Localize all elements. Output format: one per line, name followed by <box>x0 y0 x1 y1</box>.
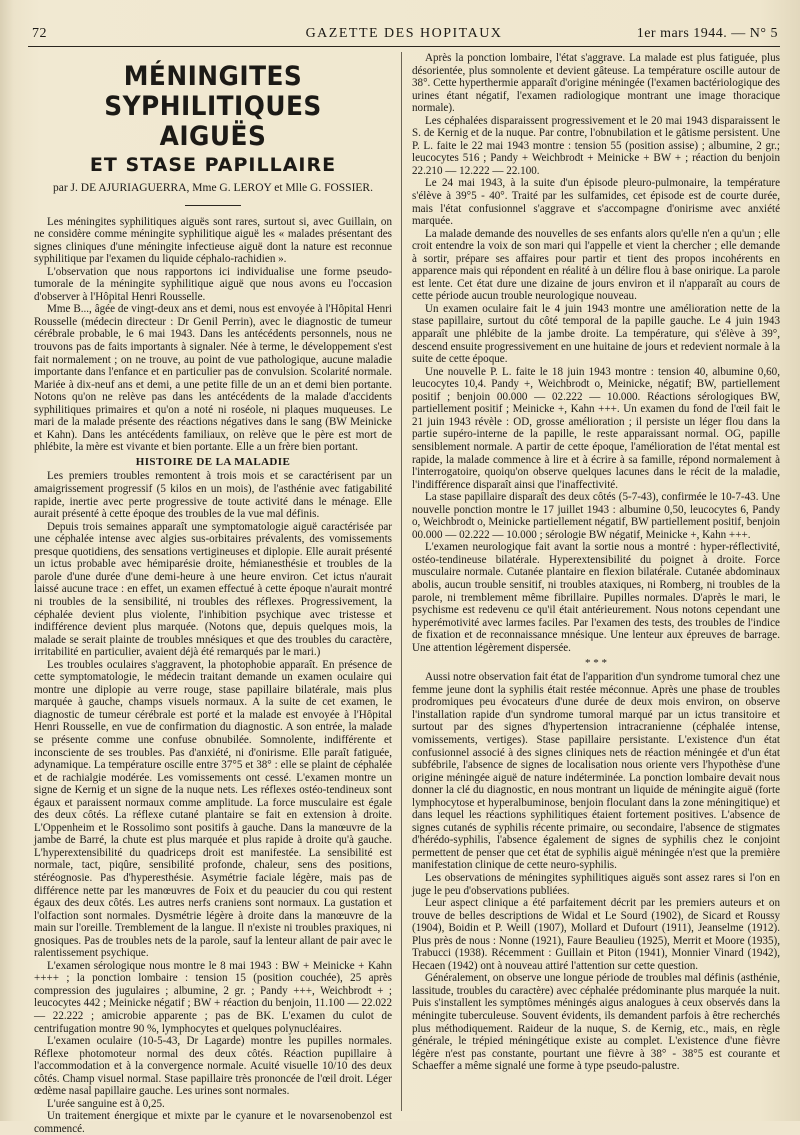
paragraph: L'observation que nous rapportons ici individualise une forme pseudo-tumorale de la méningite syphilitique aiguë que nous avons eu l'occasion d'observer à l'Hôpital Henri Rousselle. <box>34 265 392 303</box>
issue-date: 1er mars 1944. — N° 5 <box>636 26 778 41</box>
paragraph: Le 24 mai 1943, à la suite d'un épisode pleuro-pulmonaire, la température s'élève à 39°5 - 40°. Traité par les sulfamides, cet épisode est de courte durée, mais l'état confusionnel s'aggrave et s'accompagne d'onirisme avec anxiété marquée. <box>412 177 780 228</box>
article-authors: par J. DE AJURIAGUERRA, Mme G. LEROY et Mlle G. FOSSIER. <box>53 182 373 194</box>
paragraph: Mme B..., âgée de vingt-deux ans et demi, nous est envoyée à l'Hôpital Henri Rousselle (médecin directeur : Dr Genil Perrin), avec le diagnostic de tumeur cérébrale probable, le 6 mai 1943. Dans les antécédents personnels, nous ne trouvons pas de faits importants à signaler. Née à terme, le développement s'est fait normalement ; on ne trouve, au point de vue pathologique, aucune maladie importante dans l'enfance et en particulier pas de convulsion. Scolarité normale. Mariée à dix-neuf ans et demi, a une petite fille de un an et demi bien portante. Notons qu'on ne relève pas dans les antécédents de la malade d'accidents syphilitiques primaires et qu'on a noté ni roséole, ni plaques muqueuses. Le mari de la malade présente des réactions négatives dans le sang (BW Meinicke et Kahn). Dans les antécédents familiaux, on relève que le père est mort de phlébite, la mère est vivante et bien portante. Elle a un frère bien portant. <box>34 303 392 454</box>
article-subtitle: ET STASE PAPILLAIRE <box>89 154 337 176</box>
section-separator: * * * <box>585 657 607 670</box>
header-rule <box>28 46 780 47</box>
title-rule <box>185 205 241 206</box>
paragraph: L'urée sanguine est à 0,25. <box>47 1097 165 1110</box>
paragraph: La stase papillaire disparaît des deux côtés (5-7-43), confirmée le 10-7-43. Une nouvelle ponction montre le 17 juillet 1943 : albumine 0,50, leucocytes 6, Pandy o, Weichbrodt o, Meinicke partiellement négatif, BW partiellement positif, benjoin 00.000 — 02.222 — 10.000 ; sérologie BW négatif, Meinicke +, Kahn +++. <box>412 491 780 541</box>
paragraph: Aussi notre observation fait état de l'apparition d'un syndrome tumoral chez une femme jeune dont la syphilis était restée méconnue. Après une phase de troubles prodromiques peu évocateurs d'une durée de deux mois environ, on observe l'installation rapide d'un syndrome tumoral marqué par un ictus transitoire et surtout par des signes d'hypertension intracranienne (céphalée intense, vomissements, vertiges). Stase papillaire persistante. L'existence d'un état confusionnel associé à des signes cliniques nets de réaction méningée et d'un état subfébrile, l'absence de signes de localisation nous oriente vers l'hypothèse d'une origine méningée aiguë de nature indéterminée. La ponction lombaire devait nous donner la clé du diagnostic, en nous montrant un liquide de méningite aiguë (forte lymphocytose et hyperalbuminose, benjoin floculant dans la zone méningitique) et dans lequel les réactions syphilitiques étaient fortement positives. L'absence de signes cutanés de syphilis récente primaire, ou secondaire, l'absence de stigmates d'hérédo-syphilis, l'absence également de signes de syphilis chez le conjoint permettent de penser que cet état de syphilis aiguë méningée n'est que la première manifestation clinique de cette neuro-syphilis. <box>412 671 780 872</box>
paragraph: Leur aspect clinique a été parfaitement décrit par les premiers auteurs et on trouve de belles descriptions de Widal et Le Sourd (1902), de Sicard et Roussy (1904), Boidin et P. Weill (1907), Mollard et Dufourt (1911), Jeanselme (1912). Plus près de nous : Nonne (1921), Faure Beaulieu (1925), Merrit et Moore (1935), Trabucci (1938). Récemment : Guillain et Piton (1941), Monnier Vinard (1942), Hecaen (1942) ont à nouveau attiré l'attention sur cette question. <box>412 897 780 972</box>
paragraph: Généralement, on observe une longue période de troubles mal définis (asthénie, lassitude, troubles du caractère) avec céphalée prédominante plus marquée la nuit. Puis s'installent les symptômes méningés aigus analogues à ceux observés dans la méningite tuberculeuse. Souvent évidents, ils demandent parfois à être recherchés plus méthodiquement. Raideur de la nuque, S. de Kernig, etc., mais, en règle générale, le trépied méningétique existe au complet. L'existence d'une fièvre légère n'est pas constante, pourtant une fièvre à 38° - 38°5 est courante et Schaeffer a même signalé une forme à type pseudo-palustre. <box>412 972 780 1073</box>
paragraph: Un traitement énergique et mixte par le cyanure et le novarsenobenzol est commencé. <box>34 1110 392 1135</box>
paragraph: Les méningites syphilitiques aiguës sont rares, surtout si, avec Guillain, on ne considère comme méningite syphilitique aiguë les « malades présentant des signes cliniques d'une méningite infectieuse aiguë dont la nature est reconnue syphilitique par l'examen du liquide céphalo-rachidien ». <box>34 215 392 266</box>
paragraph: Depuis trois semaines apparaît une symptomatologie aiguë caractérisée par une céphalée intense avec algies sus-orbitaires prévalents, des vomissements presque quotidiens, des sensations vertigineuses et diplopie. Elle aurait présenté un ictus probable avec hémiparésie droite, hémianesthésie et troubles de la parole d'une durée d'une demi-heure à une heure environ. Cet ictus n'aurait laissé aucune trace : en effet, un examen effectué à cette époque n'aurait montré ni troubles de la sensibilité, ni troubles des réflexes. Progressivement, la céphalée devient plus violente, l'inhibition psychique avec tristesse et indifférence devient plus marquée. (Notons que, depuis quelques mois, la malade se serait plainte de troubles mnésiques et que des troubles du caractère, irritabilité en particulier, avaient déjà été remarqués par le mari.) <box>34 520 392 659</box>
paragraph: La malade demande des nouvelles de ses enfants alors qu'elle n'en a qu'un ; elle croit entendre la voix de son mari qui l'appelle et vient la chercher ; elle demande à sortir, prépare ses affaires pour partir et tient des propos incohérents en apparence mais qui répondent en réalité à un délire flou à base onirique. La parole est lente. Cet état dure une dizaine de jours environ et il n'apparaît au cours de cette période aucun trouble neurologique nouveau. <box>412 227 780 303</box>
paragraph: Une nouvelle P. L. faite le 18 juin 1943 montre : tension 40, albumine 0,60, leucocytes 10,4. Pandy +, Weichbrodt o, Meinicke, négatif; BW, partiellement positif ; benjoin 00.000 — 02.222 — 10.000. Réactions sérologiques BW, partiellement positif ; Meinicke +, Kahn +++. Un examen du fond de l'œil fait le 21 juin 1943 révèle : OD, grosse amélioration ; il persiste un léger flou dans la partie supéro-interne de la papille, le reste apparaissant normal. OG, papille sensiblement normale. A partir de cette époque, l'amélioration de l'état mental est rapide, la malade commence à lire et à écrire à sa famille, répond normalement à l'interrogatoire, quoiqu'on observe quelques lacunes dans le récit de la maladie, l'indifférence disparaît ainsi que l'inaffectivité. <box>412 365 780 491</box>
page-header <box>28 24 780 46</box>
journal-title: GAZETTE DES HOPITAUX <box>305 26 503 41</box>
paragraph: L'examen sérologique nous montre le 8 mai 1943 : BW + Meinicke + Kahn ++++ ; la ponction lombaire : tension 15 (position couchée), 25 après compression des jugulaires ; albumine, 2 gr. ; Pandy +++, Weichbrodt + ; leucocytes 442 ; Meinicke négatif ; BW + réaction du benjoin, 11.100 — 22.022 — 22.222 ; amicrobie apparente ; pas de BK. L'examen du culot de centrifugation montre 90 %, lymphocytes et quelques polynucléaires. <box>34 959 392 1035</box>
left-column <box>34 52 392 1135</box>
paragraph: Les observations de méningites syphilitiques aiguës sont assez rares si l'on en juge le peu d'observations publiées. <box>412 872 780 897</box>
paragraph: L'examen neurologique fait avant la sortie nous a montré : hyper-réflectivité, ostéo-tendineuse bilatérale. Hyperextensibilité du poignet à droite. Force musculaire normale. Cutanée plantaire en flexion bilatérale. Cutanée abdominaux abolis, aucun trouble sensitif, ni troubles ataxiques, ni Romberg, ni troubles de la parole, ni tremblement même fibrillaire. Pupilles normales. D'après le mari, le psychisme est redevenu ce qu'il était antérieurement. Nous notons cependant une hyperémotivité avec larmes faciles. Par l'examen des tests, des troubles de l'indice de fixation et de reconnaissance mnésique. Une lenteur aux épreuves de barrage. Une attention légèrement dispersée. <box>412 541 780 654</box>
paragraph: Un examen oculaire fait le 4 juin 1943 montre une amélioration nette de la stase papillaire, surtout du côté temporal de la papille gauche. Le 4 juin 1943 apparaît une phlébite de la jambe droite. La température, qui s'élève à 39°, descend ensuite progressivement en une huitaine de jours et redevient normale à la suite de cette époque. <box>412 302 780 366</box>
paragraph: Les troubles oculaires s'aggravent, la photophobie apparaît. En présence de cette symptomatologie, le médecin traitant demande un examen oculaire qui montre une diplopie au verre rouge, stase papillaire bilatérale, mais plus marquée à gauche, champs visuels normaux. A la suite de cet examen, le diagnostic de tumeur cérébrale est porté et la malade est envoyée à l'Hôpital Henri Rousselle, en vue de confirmation du diagnostic. A son entrée, la malade se présente comme une confuse obnubilée. Somnolente, indifférente et inconsciente de ses troubles. Pas d'anxiété, ni d'onirisme. Elle paraît fatiguée, adynamique. La température oscille entre 37°5 et 38° : elle se plaint de céphalée et de rachialgie modérée. Les vomissements ont cessé. L'examen montre un signe de Kernig et un signe de la nuque nets. Les réflexes ostéo-tendineux sont égaux et paraissent normaux comme amplitude. La force musculaire est égale des deux côtés. La réflexe cutané plantaire se fait en extension à droite. L'Oppenheim et le Rossolimo sont positifs à gauche. Dans la manœuvre de la jambe de Barré, la chute est plus marquée et plus rapide à droite qu'à gauche. L'hyperextensibilité du quadriceps droit est manifestée. La sensibilité est normale, tact, piqûre, sensibilité profonde, chaleur, sens des positions, stéréognosie. Pas d'hyperesthésie. Asymétrie faciale légère, mais pas de différence nette par les manœuvres de Foix et du peaucier du cou qui restent égaux des deux côtés. Les autres nerfs craniens sont normaux. La gustation et l'olfaction sont normales. Dysmétrie légère à droite dans la manœuvre de la main sur l'oreille. Tremblement de la langue. Il n'existe ni troubles praxiques, ni gnosiques. Pas de troubles nets de la parole, sauf la lenteur allant de pair avec le ralentissement psychique. <box>34 658 392 960</box>
paragraph: Les premiers troubles remontent à trois mois et se caractérisent par un amaigrissement progressif (5 kilos en un mois), de l'asthénie avec fatigabilité rapide, inertie avec perte progressive de toute activité dans le ménage. Elle aurait présenté à cette époque des troubles de la vue mal définis. <box>34 470 392 521</box>
paragraph: Les céphalées disparaissent progressivement et le 20 mai 1943 disparaissent le S. de Kernig et de la nuque. Par contre, l'obnubilation et le gâtisme persistent. Une P. L. faite le 22 mai 1943 montre : tension 55 (position assise) ; albumine, 2 gr.; leucocytes 516 ; Pandy + Weichbrodt + Meinicke + BW + ; réaction du benjoin 22.210 — 12.222 — 22.100. <box>412 114 780 177</box>
section-heading: HISTOIRE DE LA MALADIE <box>135 455 291 468</box>
article-title: MÉNINGITES SYPHILITIQUES AIGUËS <box>104 61 322 152</box>
right-column <box>412 52 780 1111</box>
page-number: 72 <box>32 26 47 41</box>
paragraph: Après la ponction lombaire, l'état s'aggrave. La malade est plus fatiguée, plus désorientée, plus somnolente et devient gâteuse. La température oscille autour de 38°. Cette hyperthermie apparaît d'origine méningée (l'examen bactériologique des urines étant négatif, l'examen radiologique montrant une image thoracique normale). <box>412 52 780 115</box>
paragraph: L'examen oculaire (10-5-43, Dr Lagarde) montre les pupilles normales. Réflexe photomoteur normal des deux côtés. Réaction pupillaire à l'accommodation et à la convergence normale. Acuité visuelle 10/10 des deux côtés. Champ visuel normal. Stase papillaire très prononcée de l'œil droit. Léger œdème nasal papillaire gauche. Les urines sont normales. <box>34 1035 392 1098</box>
column-divider <box>401 52 402 1111</box>
